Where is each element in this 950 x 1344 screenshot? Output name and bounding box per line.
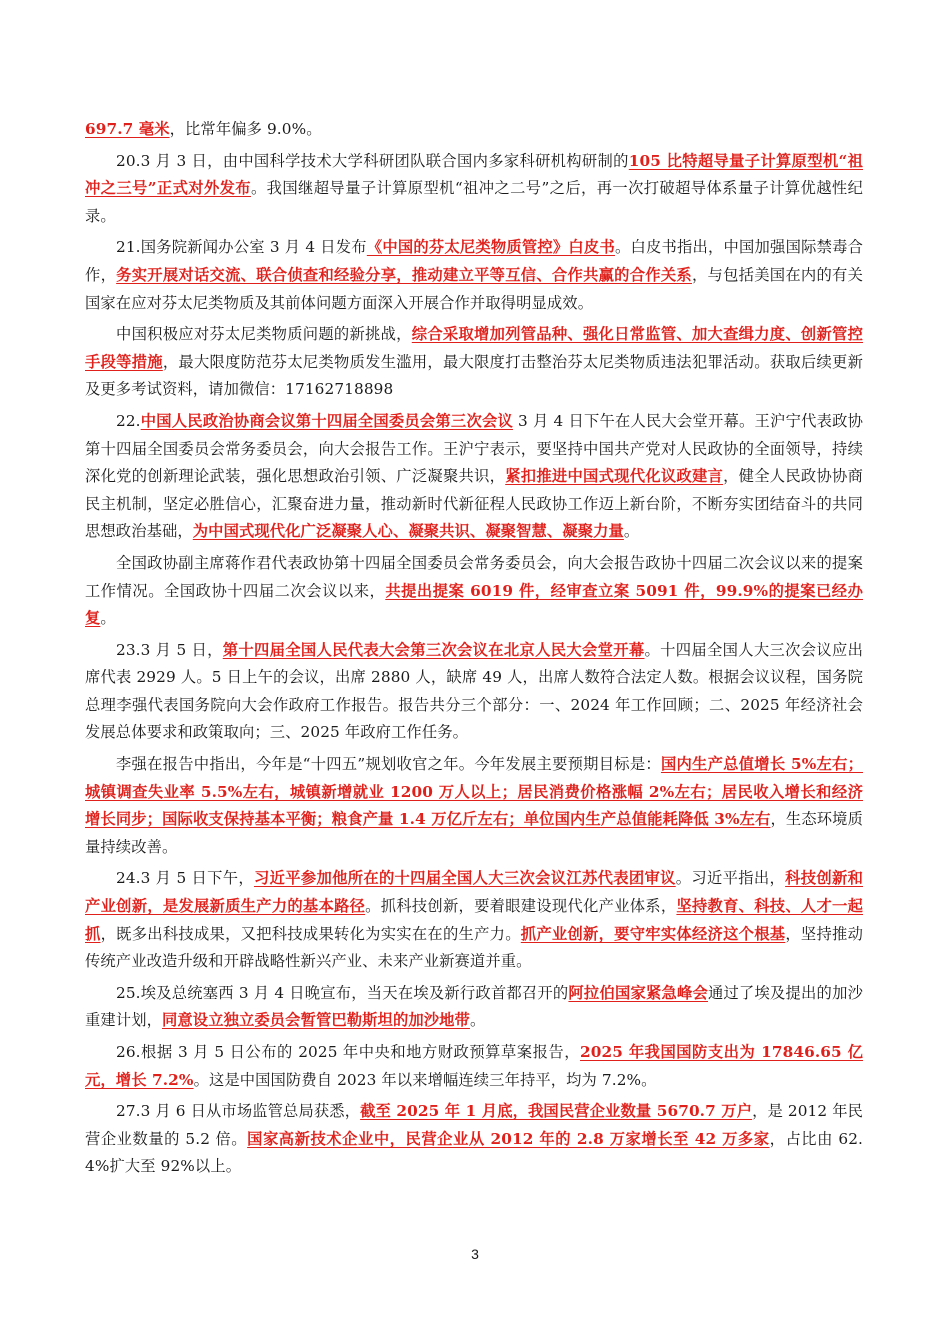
body-text: ，生态环境质量持续改善。 — [85, 810, 863, 856]
body-text: ，最大限度防范芬太尼类物质发生滥用，最大限度打击整治芬太尼类物质违法犯罪活动。获取后续更新及更多考试资料，请加微信：17162718898 — [85, 352, 863, 399]
highlighted-text: 科技创新和产业创新，是发展新质生产力的基本路径 — [85, 869, 863, 916]
highlighted-text: 国家高新技术企业中，民营企业从 2012 年的 2.8 万家增长至 42 万多家 — [247, 1129, 770, 1148]
body-text: 。我国继超导量子计算原型机“祖冲之二号”之后，再一次打破超导体系量子计算优越性纪录。 — [85, 179, 863, 225]
body-text: 。 — [100, 609, 116, 628]
body-text: 21.国务院新闻办公室 3 月 4 日发布 — [116, 238, 367, 257]
body-text: 。 — [623, 522, 640, 541]
body-text: 。 — [469, 1011, 486, 1030]
body-text: 中国积极应对芬太尼类物质问题的新挑战， — [116, 325, 412, 344]
body-text: 。抓科技创新，要着眼建设现代化产业体系， — [365, 897, 677, 916]
body-text: 。习近平指出， — [675, 869, 786, 888]
highlighted-text: 2025 年我国国防支出为 17846.65 亿元，增长 7.2% — [85, 1043, 863, 1089]
body-text: 27.3 月 6 日从市场监管总局获悉， — [116, 1102, 361, 1121]
body-text: 。十四届全国人大三次会议应出席代表 2929 人。5 日上午的会议，出席 2880 人，缺席 49 人，出席人数符合法定人数。根据会议议程，国务院总理李强代表国务院向大会作政府工作报告。报告共分三个部分：一、2024 年工作回顾；二、2025 年经济社会发展总体要求和政策取向；三、2025 年政府工作任务。 — [85, 640, 864, 742]
highlighted-text: 为中国式现代化广泛凝聚人心、凝聚共识、凝聚智慧、凝聚力量 — [192, 522, 624, 541]
highlighted-text: 综合采取增加列管品种、强化日常监管、加大查缉力度、创新管控手段等措施 — [85, 325, 864, 371]
body-text: 23.3 月 5 日， — [116, 640, 223, 659]
body-text: ，是 2012 年民营企业数量的 5.2 倍。 — [85, 1102, 864, 1148]
paragraph-p24 — [85, 865, 863, 975]
highlighted-text: 习近平参加他所在的十四届全国人大三次会议江苏代表团审议 — [253, 869, 676, 888]
paragraph-p23b — [85, 751, 863, 861]
highlighted-text: 截至 2025 年 1 月底，我国民营企业数量 5670.7 万户 — [360, 1102, 753, 1121]
body-text: 20.3 月 3 日，由中国科学技术大学科研团队联合国内多家科研机构研制的 — [116, 151, 629, 170]
paragraph-p21 — [85, 234, 863, 317]
paragraph-p23 — [85, 637, 863, 747]
highlighted-text: 中国人民政治协商会议第十四届全国委员会第三次会议 — [140, 411, 513, 430]
body-text: 25.埃及总统塞西 3 月 4 日晚宣布，当天在埃及新行政首都召开的 — [116, 983, 569, 1002]
body-text: 。这是中国国防费自 2023 年以来增幅连续三年持平，均为 7.2%。 — [193, 1070, 657, 1089]
document-body — [85, 116, 863, 1185]
body-text: 李强在报告中指出，今年是“十四五”规划收官之年。今年发展主要预期目标是： — [116, 755, 661, 774]
body-text: ，既多出科技成果，又把科技成果转化为实实在在的生产力。 — [100, 924, 521, 943]
highlighted-text: 紧扣推进中国式现代化议政建言 — [505, 467, 724, 486]
body-text: ，占比由 62.4%扩大至 92%以上。 — [85, 1129, 863, 1176]
body-text: ，比常年偏多 9.0%。 — [169, 120, 322, 138]
highlighted-text: 697.7 毫米 — [85, 120, 170, 138]
body-text: 22. — [116, 411, 141, 430]
body-text: ，坚持推动传统产业改造升级和开辟战略性新兴产业、未来产业新赛道并重。 — [85, 924, 864, 971]
body-text: 通过了埃及提出的加沙重建计划， — [85, 983, 863, 1030]
paragraph-p0 — [85, 116, 863, 144]
paragraph-p22 — [85, 408, 863, 546]
highlighted-text: 共提出提案 6019 件，经审查立案 5091 件，99.9%的提案已经办复 — [85, 581, 863, 628]
body-text: ，健全人民政协协商民主机制，坚定必胜信心，汇聚奋进力量，推动新时代新征程人民政协工作迈上新台阶，不断夯实团结奋斗的共同思想政治基础， — [85, 467, 863, 541]
paragraph-p20 — [85, 148, 863, 231]
paragraph-p25 — [85, 980, 863, 1035]
highlighted-text: 坚持教育、科技、人才一起抓 — [85, 897, 863, 943]
body-text: ，与包括美国在内的有关国家在应对芬太尼类物质及其前体问题方面深入开展合作并取得明显成效。 — [85, 265, 864, 312]
body-text: 26.根据 3 月 5 日公布的 2025 年中央和地方财政预算草案报告， — [116, 1043, 581, 1061]
highlighted-text: 105 比特超导量子计算原型机“祖冲之三号”正式对外发布 — [85, 151, 863, 198]
paragraph-p22b — [85, 550, 863, 633]
body-text: 24.3 月 5 日下午， — [116, 869, 254, 888]
highlighted-text: 《中国的芬太尼类物质管控》白皮书 — [366, 238, 615, 257]
highlighted-text: 同意设立独立委员会暂管巴勒斯坦的加沙地带 — [162, 1011, 470, 1030]
paragraph-p26 — [85, 1039, 863, 1094]
highlighted-text: 务实开展对话交流、联合侦查和经验分享，推动建立平等互信、合作共赢的合作关系 — [116, 265, 692, 284]
body-text: 3 月 4 日下午在人民大会堂开幕。王沪宁代表政协第十四届全国委员会常务委员会，向大会报告工作。王沪宁表示，要坚持中国共产党对人民政协的全面领导，持续深化党的创新理论武装，强化思想政治引领、广泛凝聚共识， — [85, 411, 863, 486]
paragraph-p27 — [85, 1098, 863, 1181]
body-text: 全国政协副主席蒋作君代表政协第十四届全国委员会常务委员会，向大会报告政协十四届二次会议以来的提案工作情况。全国政协十四届二次会议以来， — [85, 553, 863, 600]
highlighted-text: 国内生产总值增长 5%左右；城镇调查失业率 5.5%左右，城镇新增就业 1200 万人以上；居民消费价格涨幅 2%左右；居民收入增长和经济增长同步；国际收支保持基本平衡；粮食产量 1.4 万亿斤左右；单位国内生产总值能耗降低 3%左右 — [85, 755, 863, 829]
paragraph-p21b — [85, 321, 863, 404]
page-number: 3 — [471, 1246, 479, 1262]
highlighted-text: 抓产业创新，要守牢实体经济这个根基 — [520, 924, 786, 943]
highlighted-text: 第十四届全国人民代表大会第三次会议在北京人民大会堂开幕 — [222, 640, 645, 659]
body-text: 。白皮书指出，中国加强国际禁毒合作， — [85, 238, 863, 284]
highlighted-text: 阿拉伯国家紧急峰会 — [568, 983, 708, 1002]
